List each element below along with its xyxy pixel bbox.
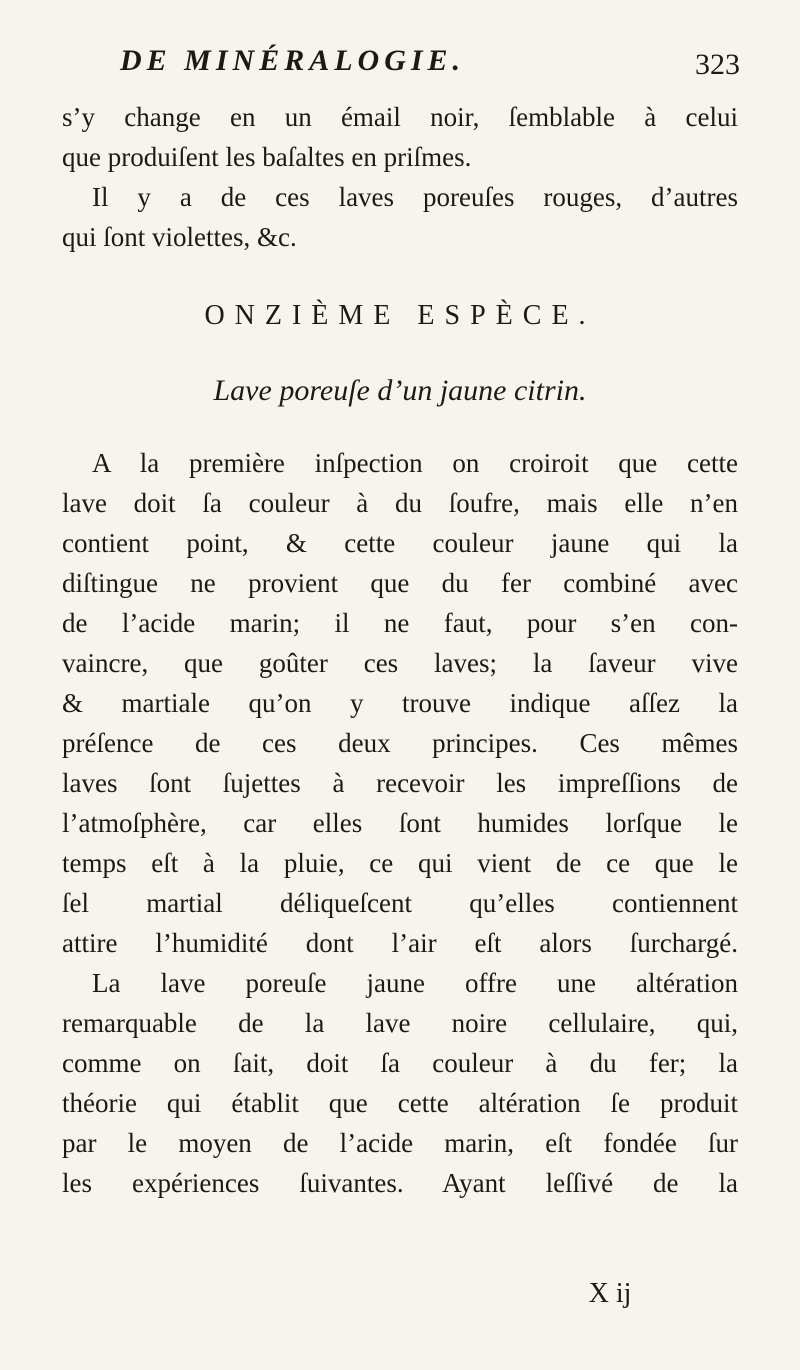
text-line: s’y change en un émail noir, ſemblable à celui	[62, 102, 738, 132]
text-line: préſence de ces deux principes. Ces mêmes	[62, 728, 738, 758]
text-line: de l’acide marin; il ne faut, pour s’en con-	[62, 608, 738, 638]
text-line: remarquable de la lave noire cellulaire, qui,	[62, 1008, 738, 1038]
text-line: par le moyen de l’acide marin, eſt fondée ſur	[62, 1128, 738, 1158]
page-number: 323	[695, 48, 740, 81]
text-line: laves ſont ſujettes à recevoir les impreſſions de	[62, 768, 738, 798]
text-line: diſtingue ne provient que du fer combiné avec	[62, 568, 738, 598]
signature-mark: X ij	[588, 1278, 632, 1309]
text-line: Il y a de ces laves poreuſes rouges, d’autres	[92, 182, 738, 212]
text-line: qui ſont violettes, &c.	[62, 222, 297, 252]
text-line: A la première inſpection on croiroit que cette	[92, 448, 738, 478]
text-line: temps eſt à la pluie, ce qui vient de ce que le	[62, 848, 738, 878]
text-line: comme on ſait, doit ſa couleur à du fer; la	[62, 1048, 738, 1078]
text-line: contient point, & cette couleur jaune qui la	[62, 528, 738, 558]
running-title: DE MINÉRALOGIE.	[120, 44, 466, 77]
section-subtitle: Lave poreuſe d’un jaune citrin.	[213, 374, 587, 407]
text-line: l’atmoſphère, car elles ſont humides lorſque le	[62, 808, 738, 838]
text-line: que produiſent les baſaltes en priſmes.	[62, 142, 472, 172]
text-line: vaincre, que goûter ces laves; la ſaveur vive	[62, 648, 738, 678]
text-line: La lave poreuſe jaune offre une altération	[92, 968, 738, 998]
text-line: lave doit ſa couleur à du ſoufre, mais elle n’en	[62, 488, 738, 518]
text-line: & martiale qu’on y trouve indique aſſez la	[62, 688, 738, 718]
section-heading: ONZIÈME ESPÈCE.	[204, 300, 596, 331]
text-line: attire l’humidité dont l’air eſt alors ſurchargé.	[62, 928, 738, 958]
text-line: les expériences ſuivantes. Ayant leſſivé de la	[62, 1168, 738, 1198]
text-line: ſel martial déliqueſcent qu’elles contiennent	[62, 888, 738, 918]
text-line: théorie qui établit que cette altération ſe produit	[62, 1088, 738, 1118]
page-header	[120, 44, 740, 94]
